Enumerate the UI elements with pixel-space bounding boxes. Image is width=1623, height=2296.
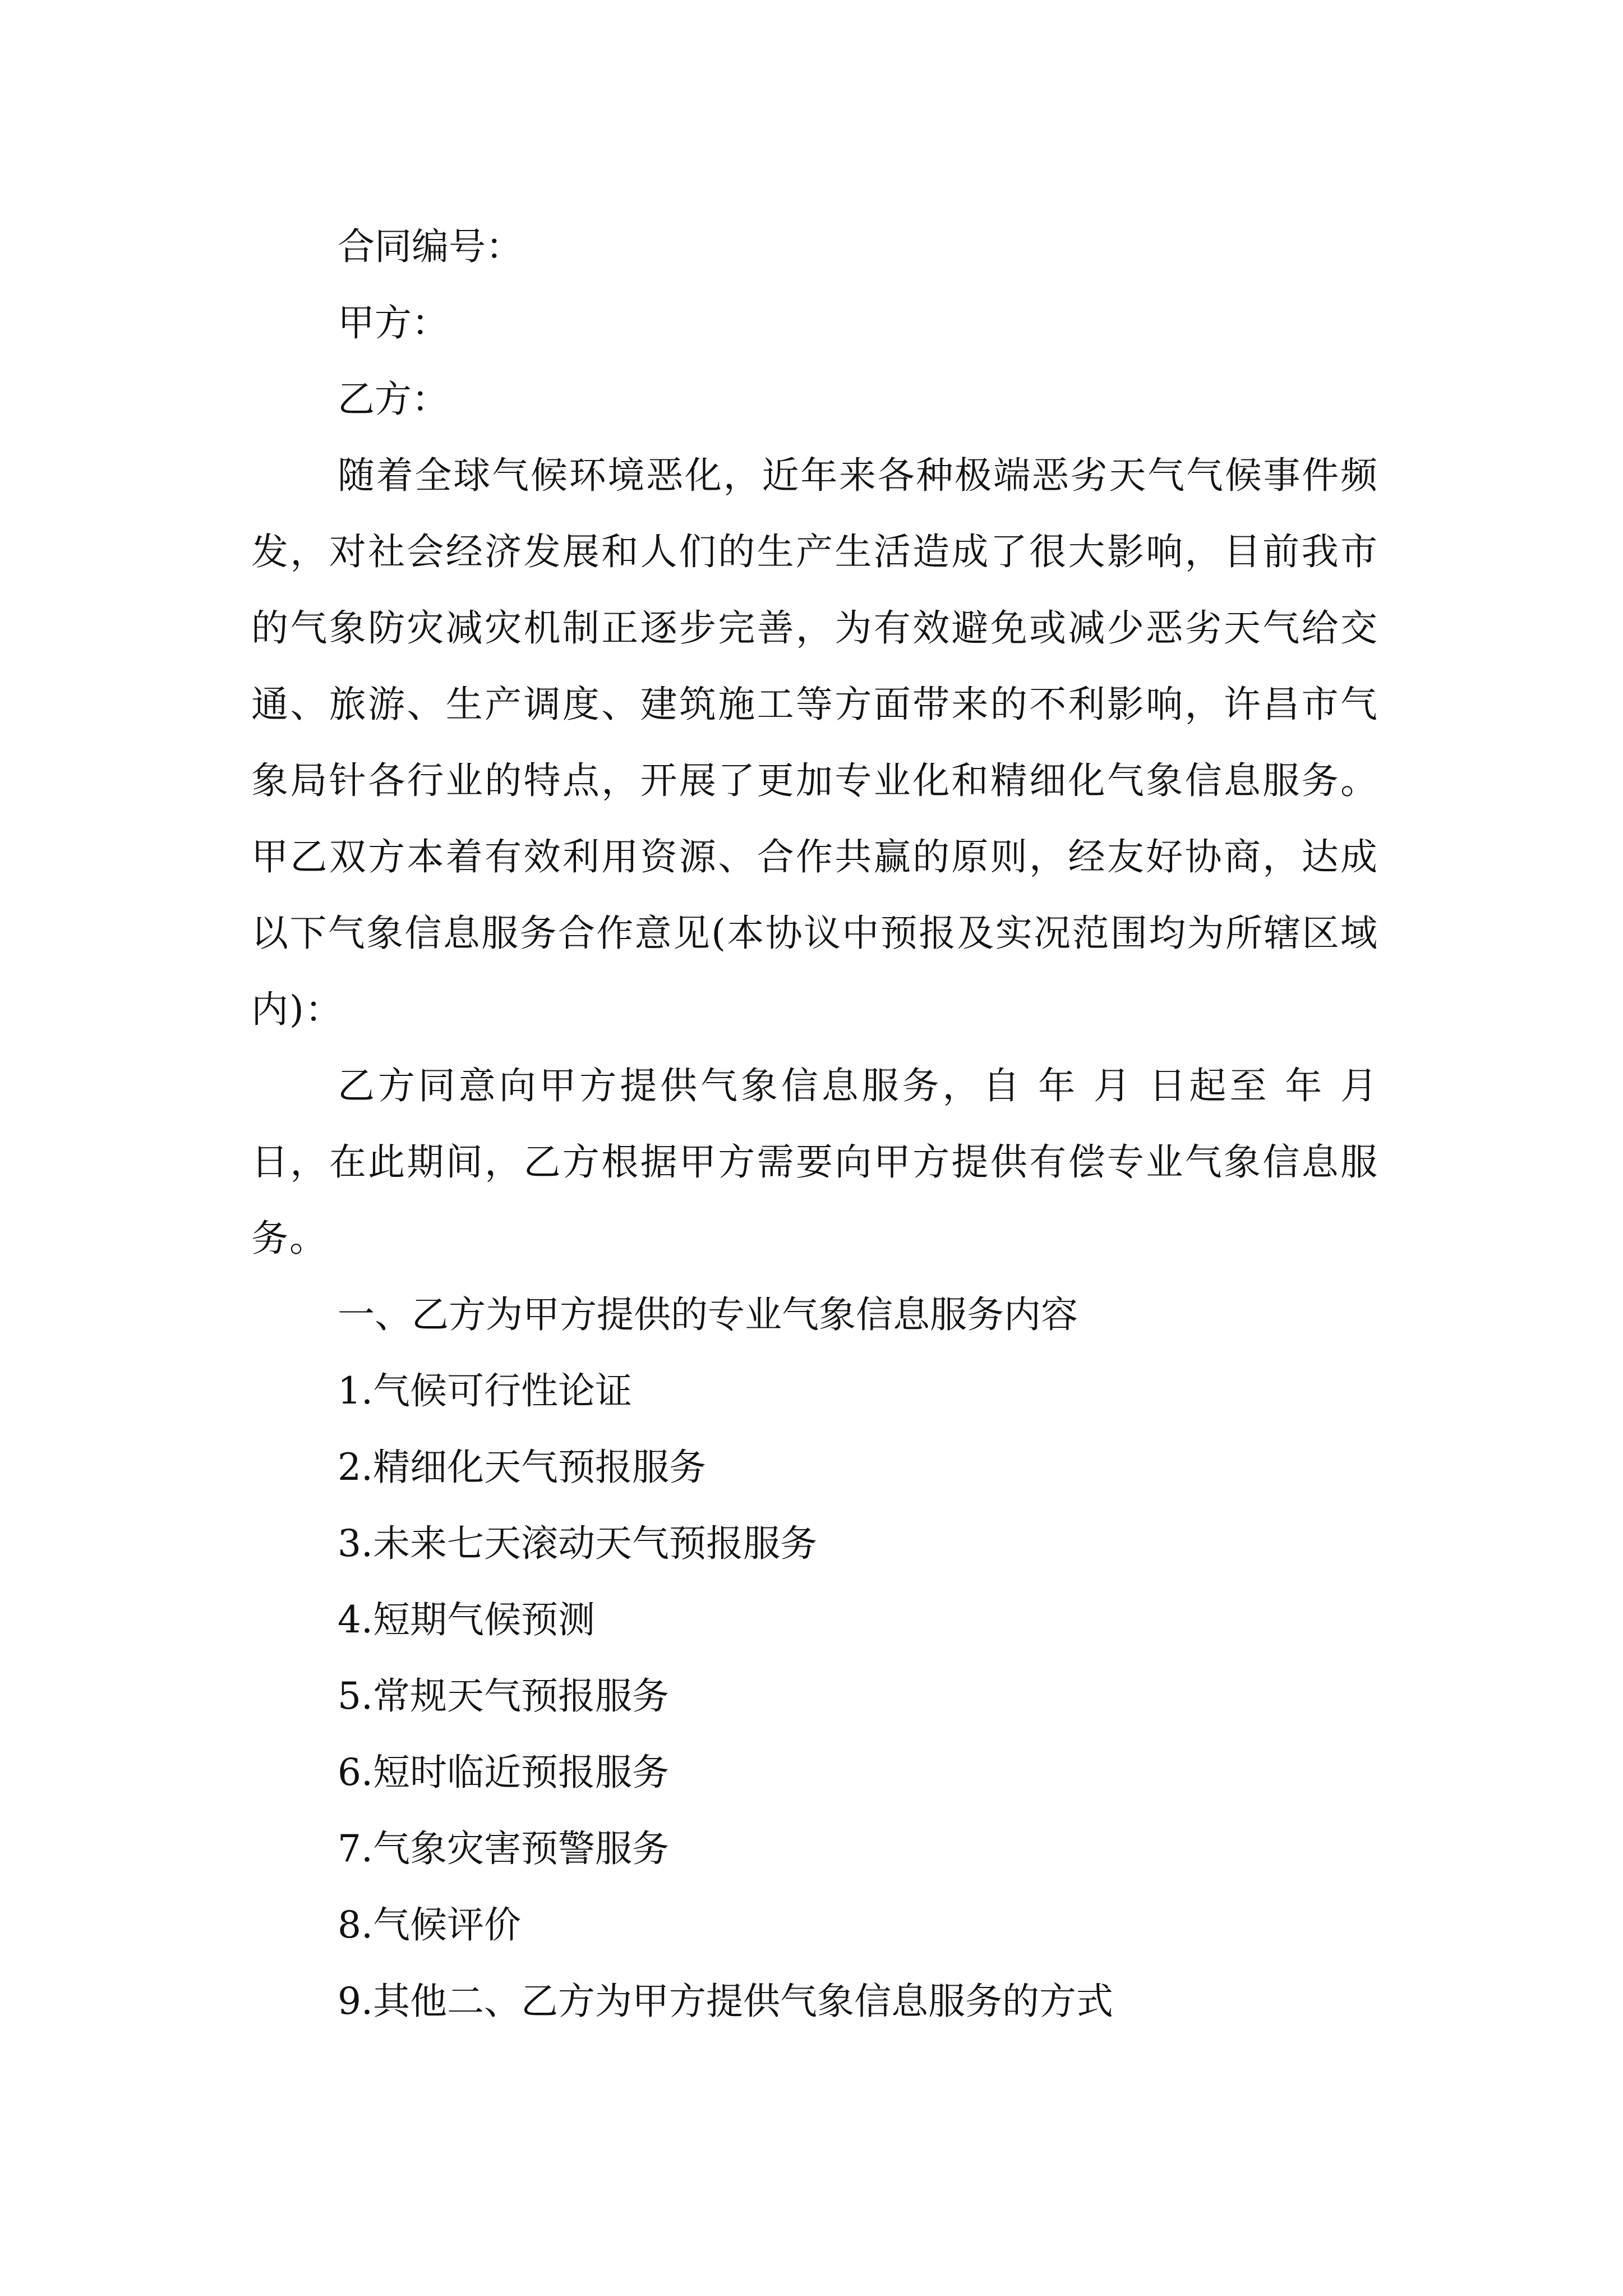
intro-paragraph: 随着全球气候环境恶化，近年来各种极端恶劣天气气候事件频发，对社会经济发展和人们的生产生活造成了很大影响，目前我市的气象防灾减灾机制正逐步完善，为有效避免或减少恶劣天气给交通、旅游、生产调度、建筑施工等方面带来的不利影响，许昌市气象局针各行业的特点，开展了更加专业化和精细化气象信息服务。甲乙双方本着有效利用资源、合作共赢的原则，经友好协商，达成以下气象信息服务合作意见(本协议中预报及实况范围均为所辖区域内)： [251, 454, 1378, 1031]
party-b-label: 乙方： [338, 378, 449, 421]
list-item: 5.常规天气预报服务 [338, 1674, 669, 1718]
document-body [251, 209, 1378, 2040]
list-item: 3.未来七天滚动天气预报服务 [338, 1522, 817, 1565]
contract-number-label: 合同编号： [338, 225, 523, 268]
party-a-label: 甲方： [338, 301, 449, 344]
list-item: 6.短时临近预报服务 [338, 1751, 669, 1794]
list-item: 2.精细化天气预报服务 [338, 1446, 706, 1489]
list-item: 9.其他二、乙方为甲方提供气象信息服务的方式 [338, 1980, 1113, 2023]
list-item: 4.短期气候预测 [338, 1598, 595, 1641]
list-item: 1.气候可行性论证 [338, 1369, 632, 1412]
section-heading: 一、乙方为甲方提供的专业气象信息服务内容 [338, 1293, 1078, 1336]
list-item: 8.气候评价 [338, 1903, 521, 1947]
service-period-paragraph: 乙方同意向甲方提供气象信息服务，自 年 月 日起至 年 月 日，在此期间，乙方根据甲方需要向甲方提供有偿专业气象信息服务。 [251, 1064, 1378, 1260]
list-item: 7.气象灾害预警服务 [338, 1827, 669, 1870]
